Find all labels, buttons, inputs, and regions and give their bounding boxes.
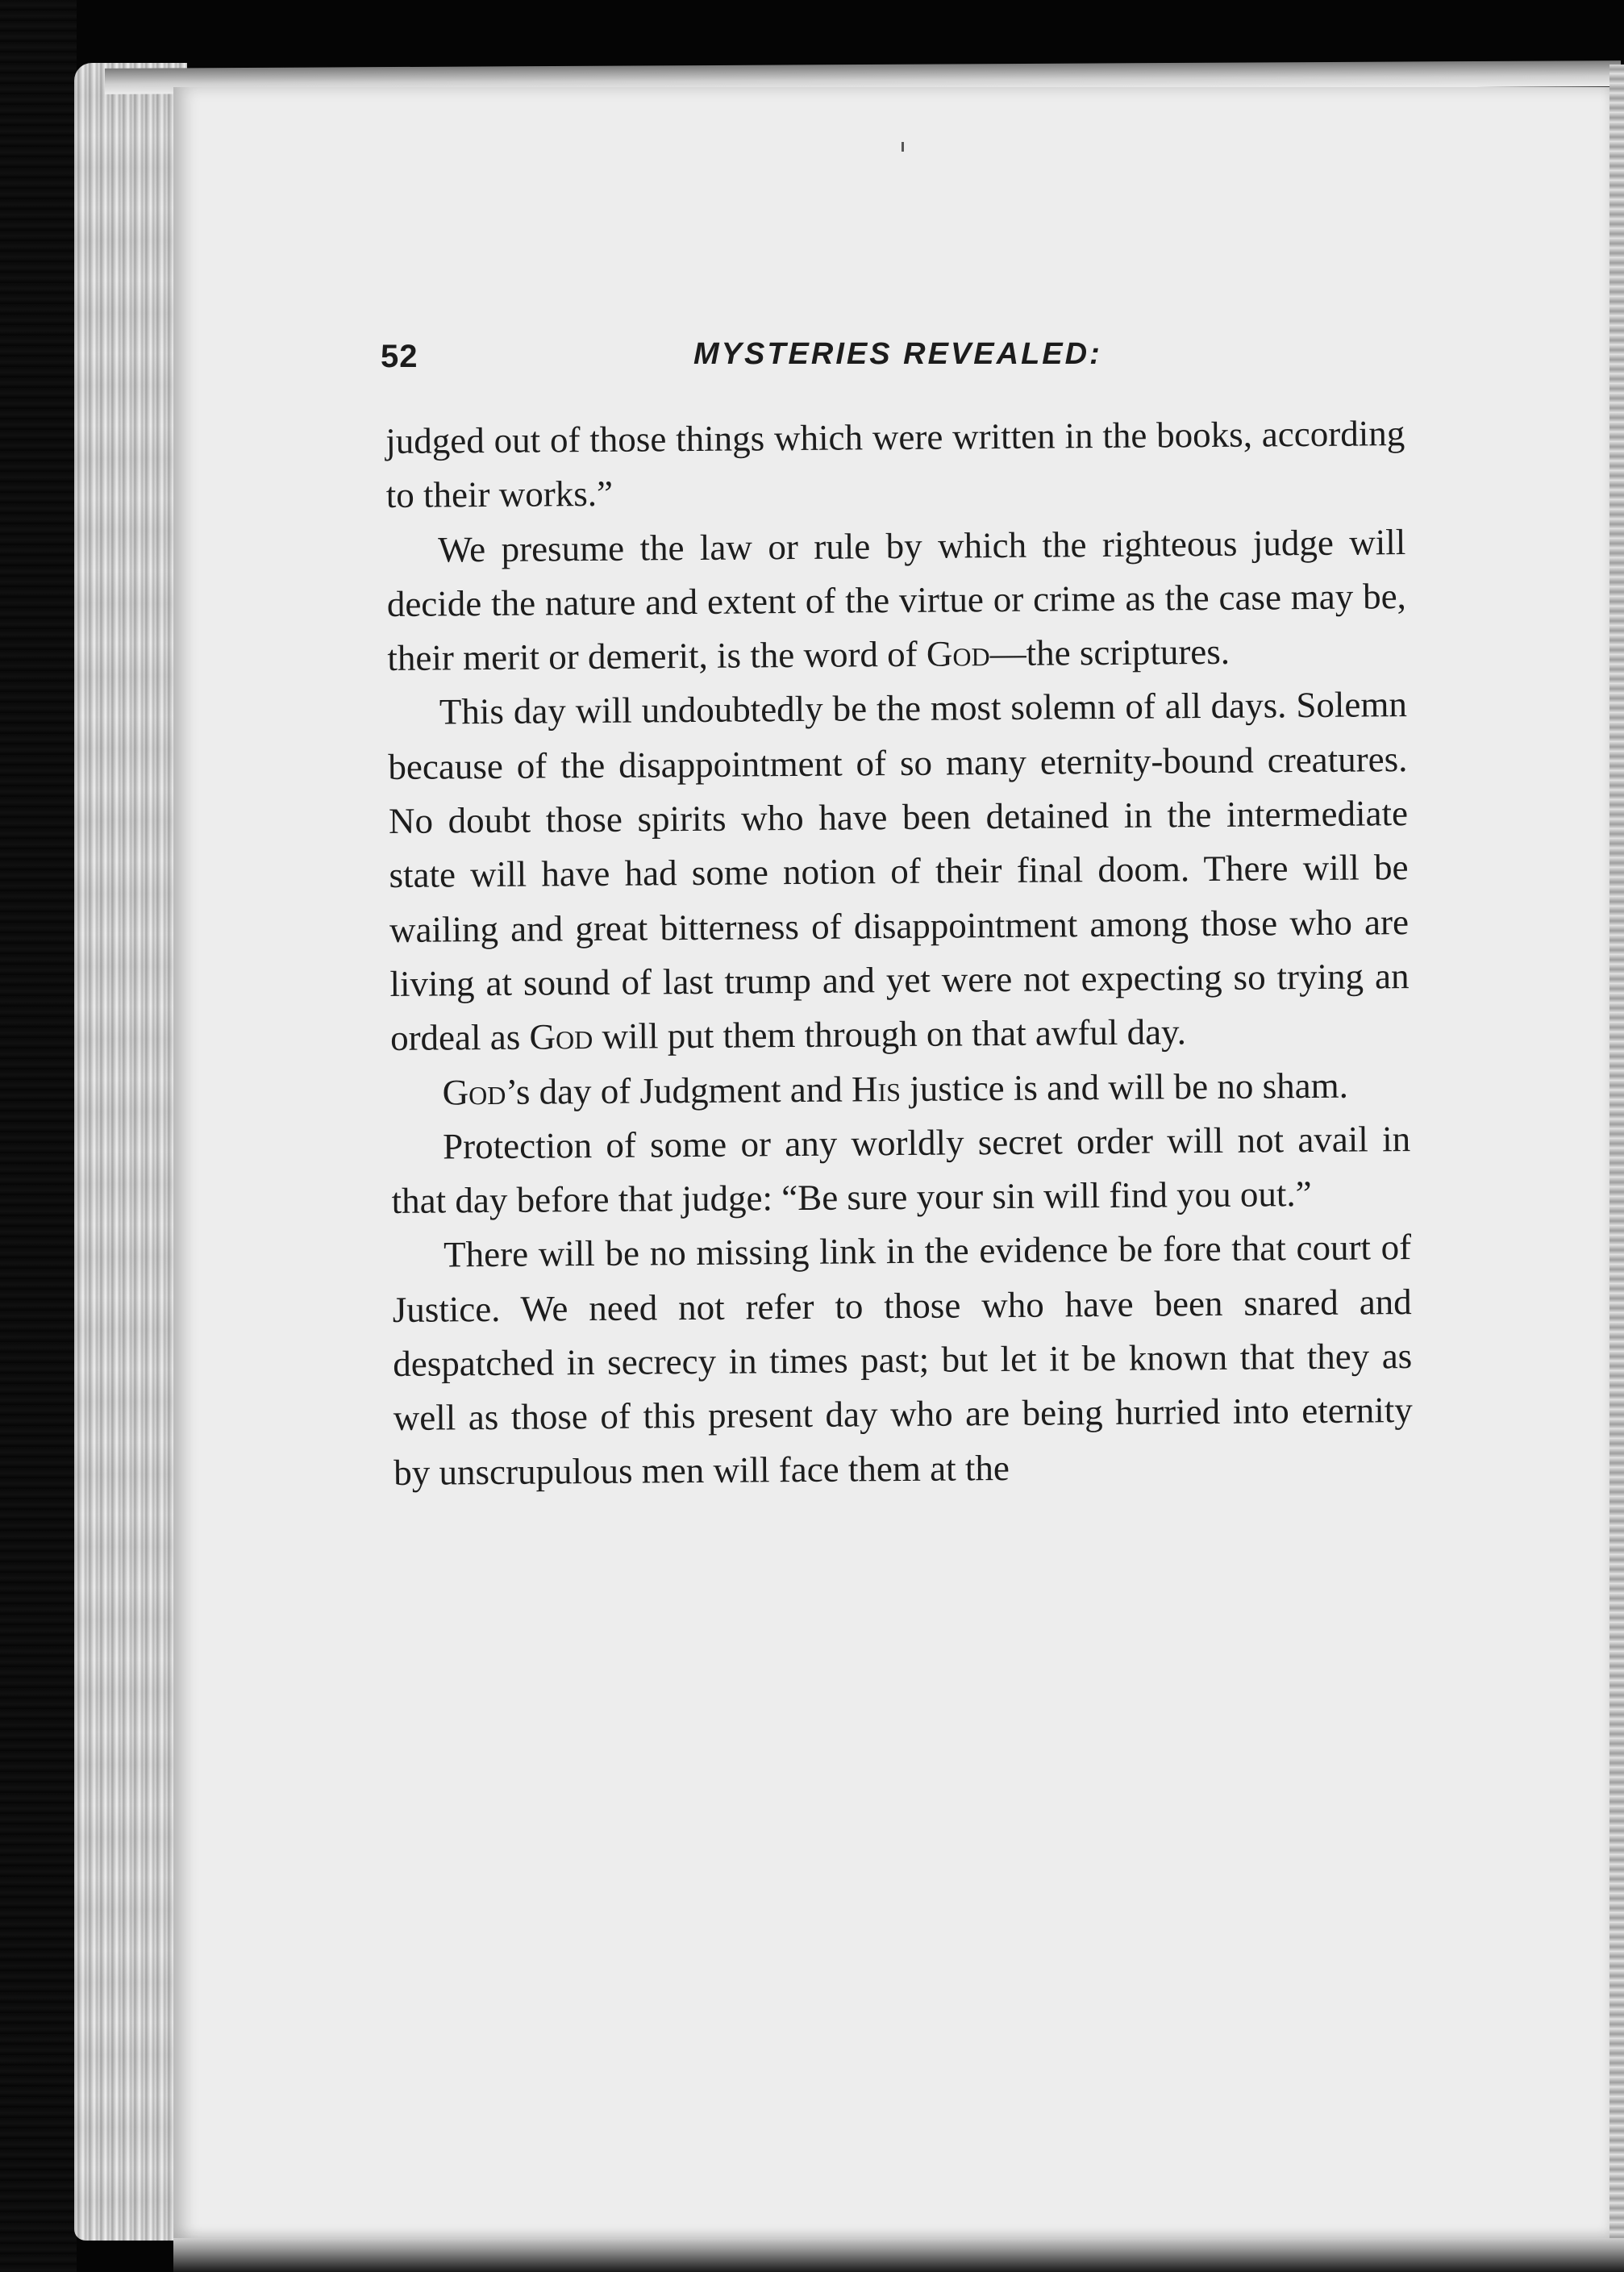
scan-margin-left (0, 0, 77, 2272)
paragraph: God’s day of Judgment and His justice is and will be no sham. (442, 1065, 1349, 1113)
book-bottom-edge (173, 2238, 1624, 2272)
paragraph: We presume the law or rule by which the righteous judge will decide the nature and extent of the virtue or crime as the case may be, their merit or demerit, is the word of God—the scriptures. (386, 521, 1407, 679)
paragraph: There will be no missing link in the evidence be fore that court of Justice. We need not refer to those who have been snared and despatched in secrecy in times past; but let it be known that they as well as those of this present day who are being hurried into eternity by unscrupulous men will face them at the (392, 1227, 1413, 1493)
paragraph: judged out of those things which were written in the books, according to their works.” (385, 413, 1405, 516)
page-number: 52 (381, 339, 418, 374)
book-page-edges (74, 63, 187, 2241)
paragraph: This day will undoubtedly be the most solemn of all days. Solemn because of the disappointment of so many eternity-bound creatures. No doubt those spirits who have been detained in the intermediate state will have had some notion of their final doom. There will be wailing and great bitterness of disappointment among those who are living at sound of last trump and yet were not expecting so trying an ordeal as God will put them through on that awful day. (388, 684, 1410, 1059)
running-title: MYSTERIES REVEALED: (693, 337, 1102, 371)
book-right-edge (1609, 65, 1624, 2258)
body-text (385, 406, 1414, 1500)
paragraph: Protection of some or any worldly secret order will not avail in that day before that judge: “Be sure your sin will find you out.” (391, 1118, 1411, 1222)
scan-speck (902, 142, 904, 152)
